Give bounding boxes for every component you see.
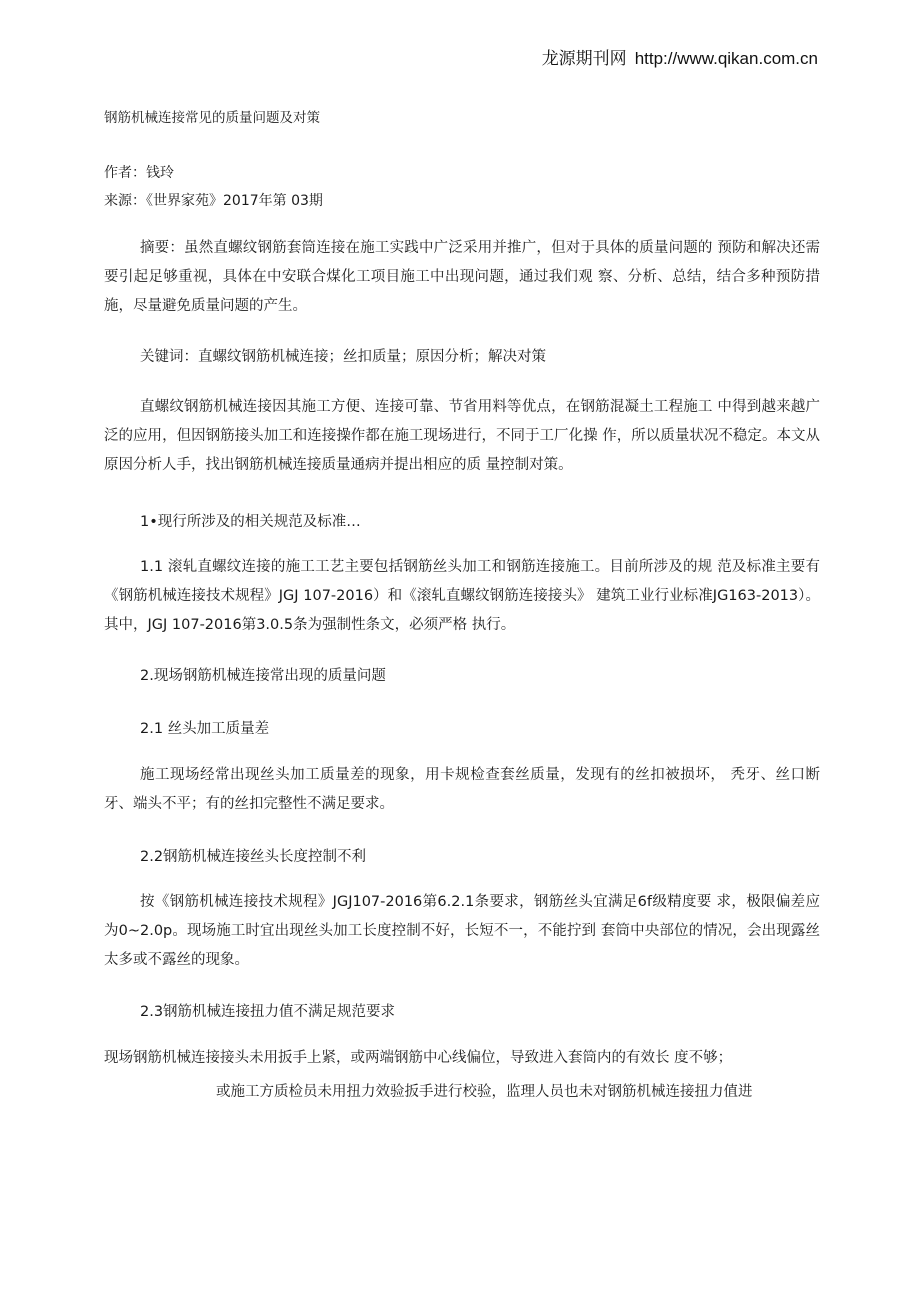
section-2-3-line-1: 现场钢筋机械连接接头未用扳手上紧，或两端钢筋中心线偏位，导致进入套筒内的有效长 度不够； <box>104 1050 733 1066</box>
abstract-paragraph: 摘要：虽然直螺纹钢筋套筒连接在施工实践中广泛采用并推广，但对于具体的质量问题的 预防和解决还需要引起足够重视，具体在中安联合煤化工项目施工中出现问题，通过我们观 察、分析、总结，结合多种预防措施，尽量避免质量问题的产生。 <box>104 240 820 314</box>
article-author: 作者：钱玲 <box>104 165 174 181</box>
section-1-heading: 1•现行所涉及的相关规范及标准… <box>140 514 361 530</box>
section-2-2-paragraph: 按《钢筋机械连接技术规程》JGJ107-2016第6.2.1条要求，钢筋丝头宜满足6f级精度要 求，极限偏差应为0~2.0p。现场施工时宜出现丝头加工长度控制不好，长短不一，不能拧到 套筒中央部位的情况，会出现露丝太多或不露丝的现象。 <box>104 894 820 968</box>
article-source: 来源：《世界家苑》2017年第 03期 <box>104 193 323 209</box>
section-2-1-paragraph: 施工现场经常出现丝头加工质量差的现象，用卡规检查套丝质量，发现有的丝扣被损坏， 秃牙、丝口断牙、端头不平；有的丝扣完整性不满足要求。 <box>104 767 820 812</box>
section-1-1-paragraph: 1.1 滚轧直螺纹连接的施工工艺主要包括钢筋丝头加工和钢筋连接施工。目前所涉及的规 范及标准主要有《钢筋机械连接技术规程》JGJ 107-2016）和《滚轧直螺纹钢筋连接接头》 建筑工业行业标准JG163-2013）。其中，JGJ 107-2016第3.0.5条为强制性条文，必须严格 执行。 <box>104 559 820 633</box>
intro-paragraph: 直螺纹钢筋机械连接因其施工方便、连接可靠、节省用料等优点，在钢筋混凝土工程施工 中得到越来越广泛的应用，但因钢筋接头加工和连接操作都在施工现场进行，不同于工厂化操 作，所以质量状况不稳定。本文从原因分析人手，找出钢筋机械连接质量通病并提出相应的质 量控制对策。 <box>104 399 820 473</box>
keywords-line: 关键词：直螺纹钢筋机械连接；丝扣质量；原因分析；解决对策 <box>140 349 546 365</box>
site-url[interactable]: http://www.qikan.com.cn <box>634 49 818 68</box>
site-name: 龙源期刊网 <box>541 49 627 69</box>
section-2-3-heading: 2.3钢筋机械连接扭力值不满足规范要求 <box>140 1004 396 1020</box>
section-2-3-line-2: 或施工方质检员未用扭力效验扳手进行校验，监理人员也未对钢筋机械连接扭力值进 <box>216 1084 753 1100</box>
section-2-1-heading: 2.1 丝头加工质量差 <box>140 721 270 737</box>
article-title: 钢筋机械连接常见的质量问题及对策 <box>104 110 320 126</box>
section-2-heading: 2.现场钢筋机械连接常出现的质量问题 <box>140 668 386 684</box>
page-header <box>542 44 818 69</box>
section-2-2-heading: 2.2钢筋机械连接丝头长度控制不利 <box>140 849 367 865</box>
